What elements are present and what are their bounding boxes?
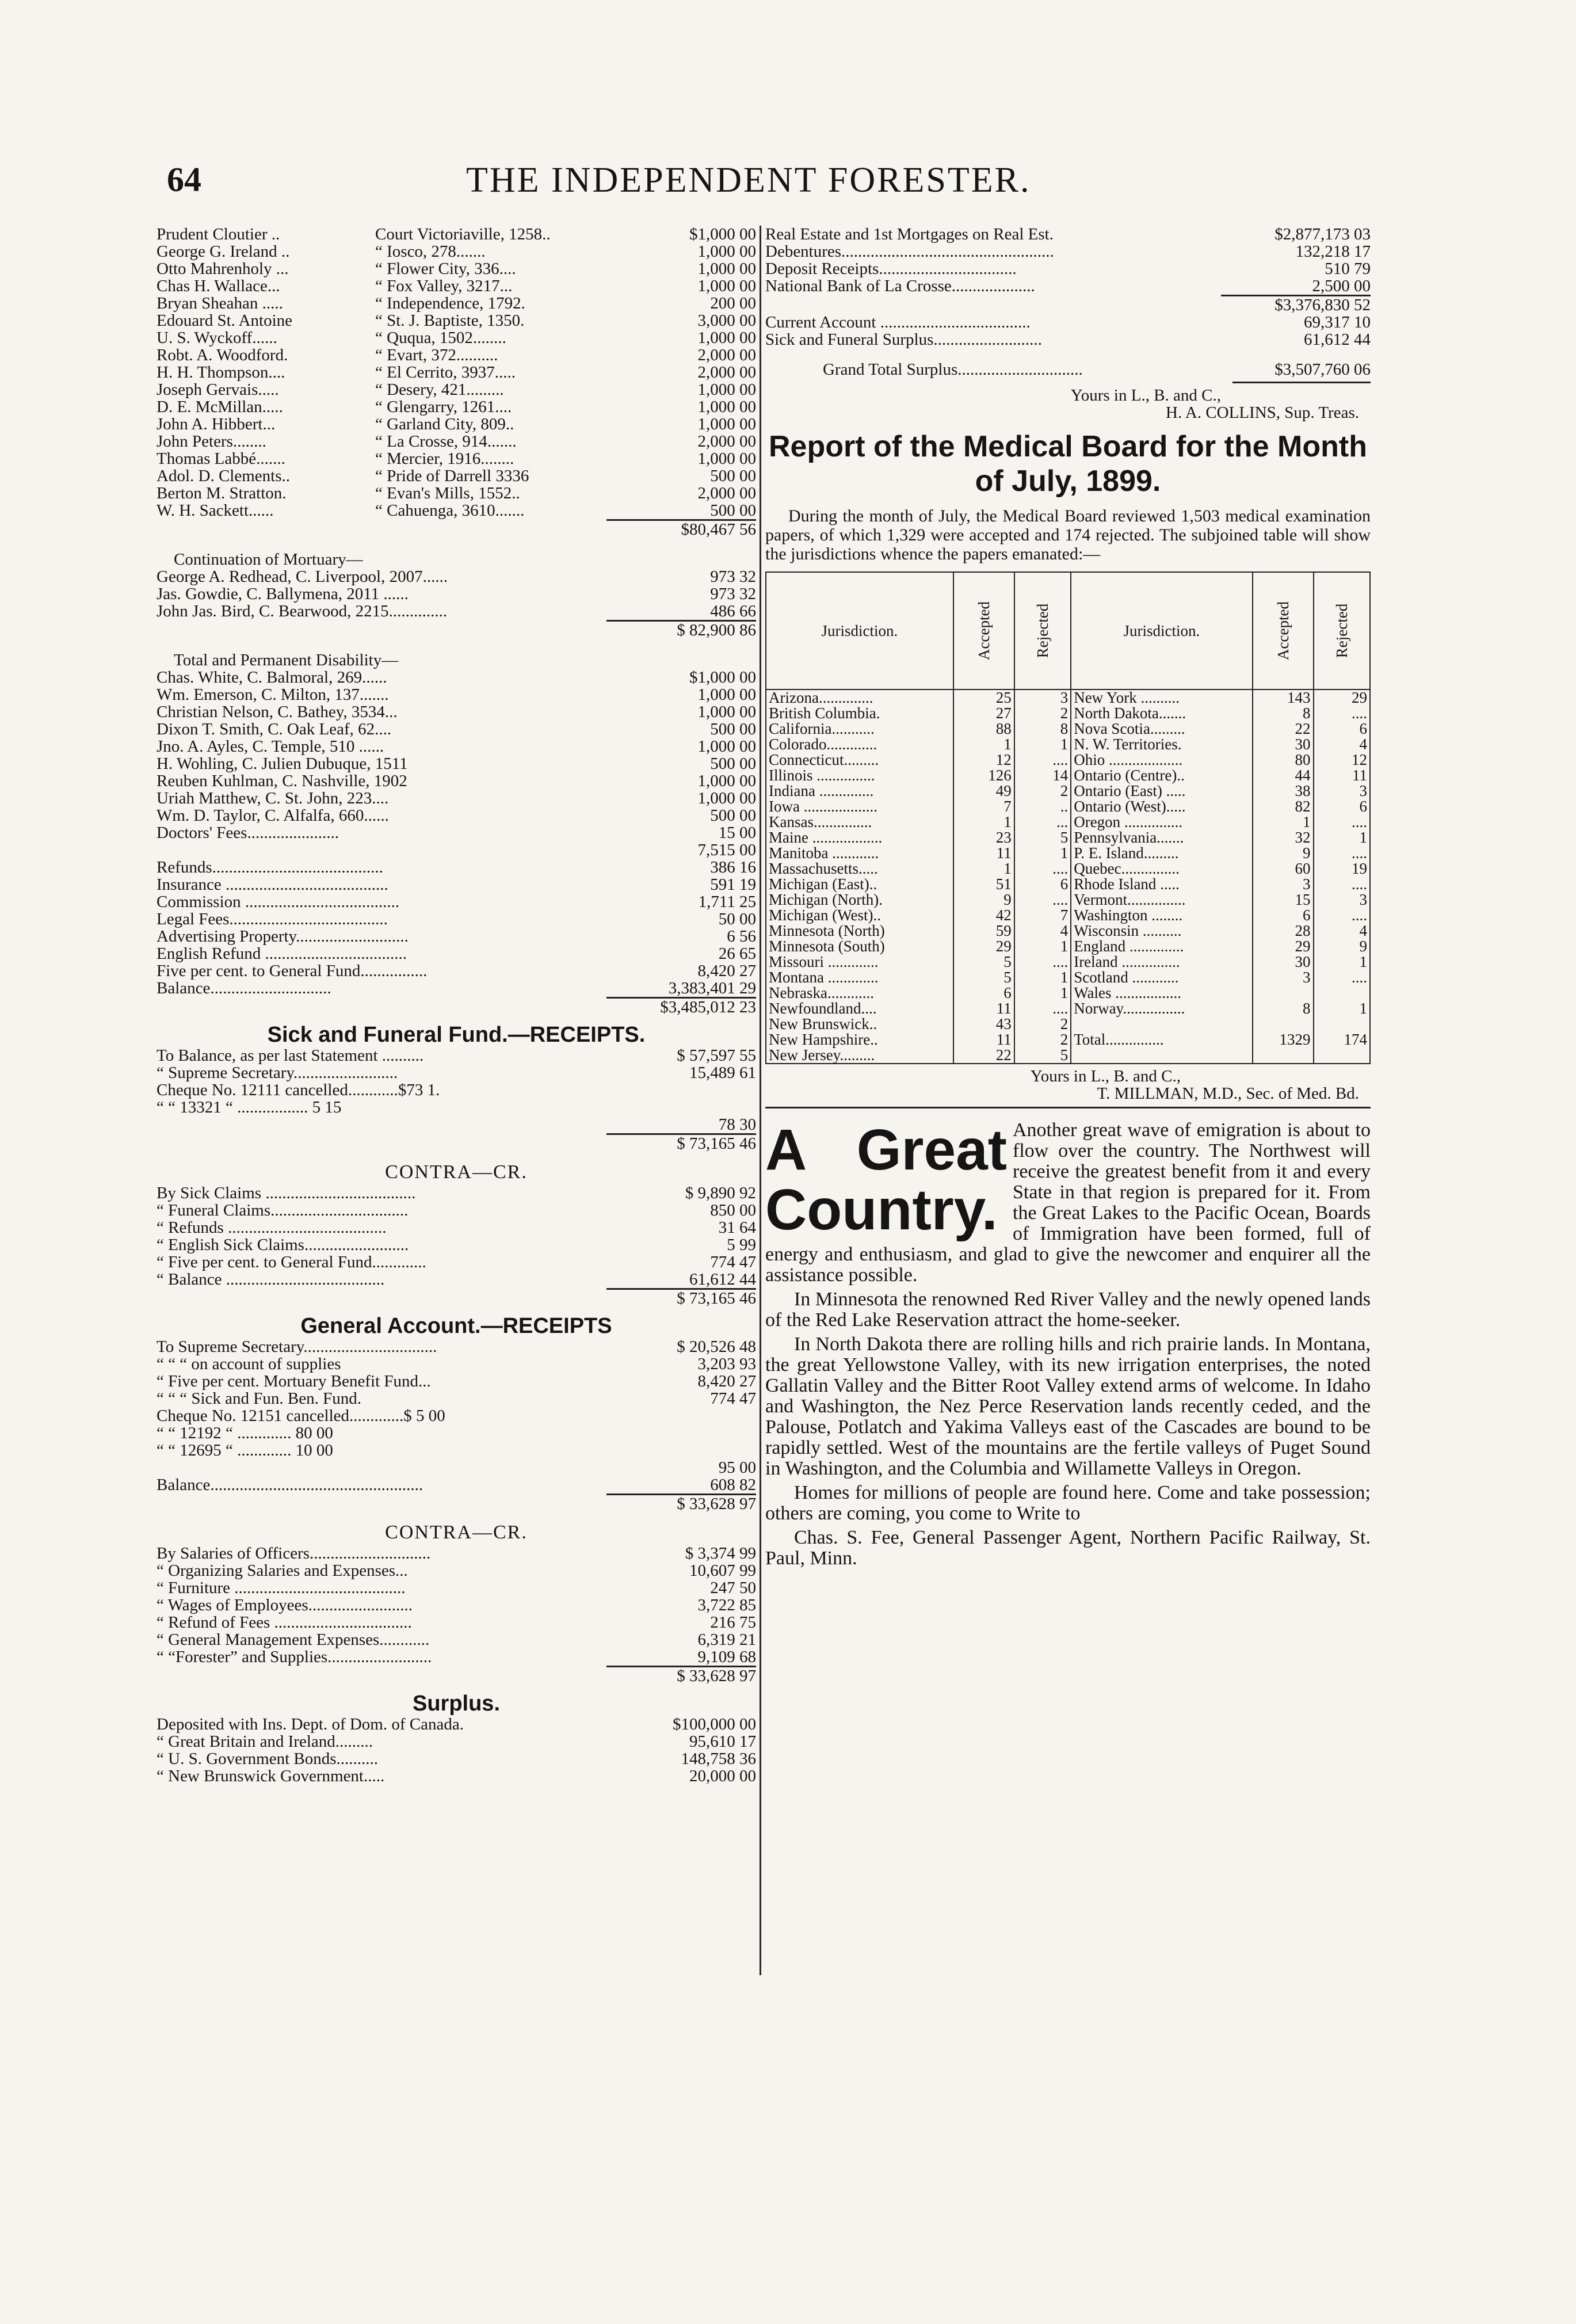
table-cell: Michigan (North).	[766, 892, 953, 908]
table-cell: Nova Scotia.........	[1071, 721, 1252, 737]
table-row	[766, 923, 1370, 939]
medical-intro: During the month of July, the Medical Board reviewed 1,503 medical examination papers, of which 1,329 were accepted and 174 rejected. The subjoined table will show the jurisdictions whence the papers emanated:—	[765, 506, 1371, 563]
table-row	[766, 970, 1370, 985]
ledger-row: “ Organizing Salaries and Expenses... 10,607 99	[157, 1562, 756, 1579]
table-cell: Arizona..............	[766, 689, 953, 706]
table-row	[766, 1032, 1370, 1047]
table-cell: ....	[1314, 908, 1370, 923]
table-cell	[1314, 1047, 1370, 1064]
table-cell: Ontario (Centre)..	[1071, 768, 1252, 783]
disability-list	[157, 669, 756, 841]
table-cell: 3	[1314, 783, 1370, 799]
ledger-row: Deposit Receipts................................. 510 79	[765, 260, 1371, 277]
table-cell: ....	[1014, 861, 1071, 877]
table-cell: Ontario (East) .....	[1071, 783, 1252, 799]
table-cell: 29	[1253, 939, 1314, 954]
table-cell: 9	[1314, 939, 1370, 954]
table-cell: 51	[953, 877, 1014, 892]
ledger-row: Jno. A. Ayles, C. Temple, 510 ...... 1,000 00	[157, 738, 756, 755]
table-cell: 4	[1314, 737, 1370, 752]
table-cell: 19	[1314, 861, 1370, 877]
table-cell: 59	[953, 923, 1014, 939]
table-cell: 88	[953, 721, 1014, 737]
ad-paragraph: Another great wave of emigration is about to flow over the country. The Northwest will receive the greatest benefit from it and every State in that region is prepared for it. From the Great Lakes to the Pacific Ocean, Boards of Immigration have been formed, full of energy and enthusiasm, and glad to give the newcomer and enquirer all the assistance possible.	[765, 1119, 1371, 1286]
table-cell: Indiana ..............	[766, 783, 953, 799]
table-cell: 27	[953, 706, 1014, 721]
disability-title: Total and Permanent Disability—	[174, 651, 399, 669]
disability-total: 7,515 00	[697, 841, 756, 859]
table-row	[766, 892, 1370, 908]
ledger-row: “ Refunds ...................................... 31 64	[157, 1219, 756, 1236]
table-cell: 1	[1014, 970, 1071, 985]
ad-paragraph: Chas. S. Fee, General Passenger Agent, Northern Pacific Railway, St. Paul, Minn.	[765, 1527, 1371, 1569]
table-cell: ....	[1014, 752, 1071, 768]
table-cell: Newfoundland....	[766, 1001, 953, 1016]
table-cell: 5	[953, 970, 1014, 985]
ledger-row: U. S. Wyckoff...... “ Ququa, 1502........ 1,000 00	[157, 329, 756, 346]
table-cell: 6	[1314, 721, 1370, 737]
ledger-row: Five per cent. to General Fund................ 8,420 27	[157, 962, 756, 980]
table-cell: Scotland ............	[1071, 970, 1252, 985]
ledger-row: Real Estate and 1st Mortgages on Real Est. $2,877,173 03	[765, 226, 1371, 243]
sick-contra-list	[157, 1184, 756, 1288]
table-cell: Nebraska............	[766, 985, 953, 1001]
sick-contra-total: $ 73,165 46	[677, 1289, 756, 1308]
ledger-row: Joseph Gervais..... “ Desery, 421......... 1,000 00	[157, 381, 756, 398]
table-cell: 30	[1253, 954, 1314, 970]
table-row	[766, 830, 1370, 845]
great-country-ad	[765, 1120, 1371, 1569]
ad-paragraph: Homes for millions of people are found here. Come and take possession; others are coming, you come to Write to	[765, 1482, 1371, 1524]
table-cell: 2	[1014, 783, 1071, 799]
table-row	[766, 768, 1370, 783]
table-cell: 11	[1314, 768, 1370, 783]
table-cell: California...........	[766, 721, 953, 737]
table-cell: 4	[1314, 923, 1370, 939]
ledger-row: “ Refund of Fees ................................. 216 75	[157, 1614, 756, 1631]
table-cell: Montana .............	[766, 970, 953, 985]
table-cell	[1253, 1016, 1314, 1032]
ledger-row: “ “ “ Sick and Fun. Ben. Fund. 774 47	[157, 1390, 756, 1407]
ledger-row: Chas H. Wallace... “ Fox Valley, 3217... 1,000 00	[157, 277, 756, 295]
ledger-row: To Balance, as per last Statement .......... $ 57,597 55	[157, 1047, 756, 1064]
table-cell: 3	[1014, 689, 1071, 706]
general-balance: Balance................................................... 608 82	[157, 1476, 756, 1494]
ledger-row: “ “ 12192 “ ............. 80 00	[157, 1424, 333, 1442]
table-cell: 22	[1253, 721, 1314, 737]
ledger-row: Cheque No. 12151 cancelled.............$ 5 00	[157, 1407, 445, 1424]
general-subtotal: 95 00	[718, 1458, 756, 1477]
table-row	[766, 799, 1370, 814]
table-cell: 30	[1253, 737, 1314, 752]
treasurer-name: H. A. COLLINS, Sup. Treas.	[1166, 403, 1359, 422]
table-cell: New York ..........	[1071, 689, 1252, 706]
table-cell: 6	[1014, 877, 1071, 892]
table-cell	[1253, 985, 1314, 1001]
table-cell: 42	[953, 908, 1014, 923]
column-header-accepted: Accepted	[1253, 572, 1314, 689]
ledger-row: Balance............................. 3,383,401 29	[157, 980, 756, 997]
column-header-rejected: Rejected	[1014, 572, 1071, 689]
ad-paragraph: In North Dakota there are rolling hills and rich prairie lands. In Montana, the great Yellowstone Valley, with its new irrigation enterprises, the noted Gallatin Valley and the Bitter Root Valley extend arms of welcome. In Idaho and Washington, the Nez Perce Reservation lands recently ceded, and the Palouse, Potlatch and Yakima Valleys east of the Cascades are bound to be rapidly settled. West of the mountains are the fertile valleys of Puget Sound in Washington, and the Columbia and Willamette Valleys in Oregon.	[765, 1334, 1371, 1479]
ledger-row: D. E. McMillan..... “ Glengarry, 1261.... 1,000 00	[157, 398, 756, 416]
ledger-row: Prudent Cloutier .. Court Victoriaville, 1258.. $1,000 00	[157, 226, 756, 243]
table-row	[766, 861, 1370, 877]
table-cell: 3	[1314, 892, 1370, 908]
table-cell: 1	[953, 861, 1014, 877]
table-cell: 32	[1253, 830, 1314, 845]
sick-receipts-list	[157, 1047, 756, 1116]
table-cell: 14	[1014, 768, 1071, 783]
table-cell: 80	[1253, 752, 1314, 768]
ledger-row: Thomas Labbé....... “ Mercier, 1916........ 1,000 00	[157, 450, 756, 467]
surplus-list	[157, 1716, 756, 1785]
ledger-row: W. H. Sackett...... “ Cahuenga, 3610....... 500 00	[157, 502, 756, 519]
ledger-row: Reuben Kuhlman, C. Nashville, 1902 1,000 00	[157, 772, 756, 790]
table-cell: 6	[953, 985, 1014, 1001]
table-cell: 9	[1253, 845, 1314, 861]
table-cell: Wisconsin ..........	[1071, 923, 1252, 939]
table-row	[766, 783, 1370, 799]
table-cell: 3	[1253, 970, 1314, 985]
ledger-row: “ General Management Expenses............ 6,319 21	[157, 1631, 756, 1648]
table-cell: ....	[1314, 877, 1370, 892]
table-cell: 1	[1014, 845, 1071, 861]
ledger-row: “ “ 12695 “ ............. 10 00	[157, 1442, 333, 1459]
table-cell: Oregon ...............	[1071, 814, 1252, 830]
sick-fund-title: Sick and Funeral Fund.—RECEIPTS.	[267, 1023, 646, 1047]
page-header	[167, 160, 1392, 206]
table-cell: 1329	[1253, 1032, 1314, 1047]
medical-signoff: Yours in L., B. and C.,	[1030, 1067, 1181, 1085]
table-cell: 1	[1314, 954, 1370, 970]
table-cell: Iowa ...................	[766, 799, 953, 814]
table-cell: ....	[1314, 845, 1370, 861]
ledger-row: Otto Mahrenholy ... “ Flower City, 336.... 1,000 00	[157, 260, 756, 277]
ledger-row: John Jas. Bird, C. Bearwood, 2215.............. 486 66	[157, 603, 756, 620]
ledger-row: Dixon T. Smith, C. Oak Leaf, 62.... 500 00	[157, 721, 756, 738]
ledger-row: By Salaries of Officers............................. $ 3,374 99	[157, 1545, 756, 1562]
table-cell: Total...............	[1071, 1032, 1252, 1047]
grand-total: Grand Total Surplus.............................. $3,507,760 06	[823, 361, 1371, 378]
ledger-row: “ Wages of Employees......................... 3,722 85	[157, 1597, 756, 1614]
table-cell: P. E. Island.........	[1071, 845, 1252, 861]
table-cell: 44	[1253, 768, 1314, 783]
table-cell: 2	[1014, 706, 1071, 721]
ledger-row: Berton M. Stratton. “ Evan's Mills, 1552.. 2,000 00	[157, 485, 756, 502]
table-cell: Maine ..................	[766, 830, 953, 845]
table-cell: Missouri .............	[766, 954, 953, 970]
table-cell: Minnesota (South)	[766, 939, 953, 954]
ledger-row: “ “ “ on account of supplies 3,203 93	[157, 1355, 756, 1373]
ledger-row: “ Great Britain and Ireland......... 95,610 17	[157, 1733, 756, 1750]
table-cell: New Hampshire..	[766, 1032, 953, 1047]
sick-total: $ 73,165 46	[677, 1134, 756, 1153]
ledger-row: “ Funeral Claims................................. 850 00	[157, 1202, 756, 1219]
table-row	[766, 908, 1370, 923]
ledger-row: “ “Forester” and Supplies......................... 9,109 68	[157, 1648, 756, 1666]
ledger-row: Advertising Property........................... 6 56	[157, 928, 756, 945]
table-row	[766, 814, 1370, 830]
ledger-row: Sick and Funeral Surplus.......................... 61,612 44	[765, 331, 1371, 348]
journal-title: THE INDEPENDENT FORESTER.	[466, 161, 1031, 200]
table-cell: N. W. Territories.	[1071, 737, 1252, 752]
table-cell: New Brunswick..	[766, 1016, 953, 1032]
table-row	[766, 954, 1370, 970]
medical-signer: T. MILLMAN, M.D., Sec. of Med. Bd.	[1097, 1084, 1359, 1103]
general-total: $ 33,628 97	[677, 1495, 756, 1513]
table-cell: Michigan (West)..	[766, 908, 953, 923]
table-row	[766, 845, 1370, 861]
ledger-row: Uriah Matthew, C. St. John, 223.... 1,000 00	[157, 790, 756, 807]
table-cell: 1	[1253, 814, 1314, 830]
column-divider	[760, 226, 761, 1975]
column-header-jurisdiction: Jurisdiction.	[766, 572, 953, 689]
table-cell: Massachusetts.....	[766, 861, 953, 877]
table-cell: Manitoba ............	[766, 845, 953, 861]
table-cell: ....	[1014, 1001, 1071, 1016]
ledger-row: National Bank of La Crosse.................... 2,500 00	[765, 277, 1371, 295]
ledger-row: H. H. Thompson.... “ El Cerrito, 3937..... 2,000 00	[157, 364, 756, 381]
ledger-row: George A. Redhead, C. Liverpool, 2007...... 973 32	[157, 568, 756, 585]
table-cell: 29	[953, 939, 1014, 954]
continuation-total: $ 82,900 86	[677, 621, 756, 639]
table-cell: 8	[1253, 1001, 1314, 1016]
table-cell: 28	[1253, 923, 1314, 939]
table-row	[766, 877, 1370, 892]
ledger-row: “ Balance ...................................... 61,612 44	[157, 1271, 756, 1288]
table-cell: ....	[1314, 970, 1370, 985]
general-receipts-list	[157, 1338, 756, 1459]
table-cell: 1	[1014, 939, 1071, 954]
table-cell	[1253, 1047, 1314, 1064]
table-cell: 1	[1014, 985, 1071, 1001]
table-cell: 2	[1014, 1032, 1071, 1047]
ledger-row: Refunds......................................... 386 16	[157, 859, 756, 876]
continuation-list	[157, 568, 756, 620]
misc-list	[157, 859, 756, 997]
contra-heading: CONTRA—CR.	[385, 1161, 528, 1183]
ledger-row: Adol. D. Clements.. “ Pride of Darrell 3336 500 00	[157, 467, 756, 485]
ledger-row: George G. Ireland .. “ Iosco, 278....... 1,000 00	[157, 243, 756, 260]
table-cell: 12	[953, 752, 1014, 768]
ledger-row: “ U. S. Government Bonds.......... 148,758 36	[157, 1750, 756, 1767]
table-cell: ....	[1314, 814, 1370, 830]
table-cell: 23	[953, 830, 1014, 845]
table-cell: 8	[1014, 721, 1071, 737]
mortuary-total: $80,467 56	[681, 520, 756, 539]
table-cell: 5	[1014, 1047, 1071, 1064]
column-header-accepted: Accepted	[953, 572, 1014, 689]
table-row	[766, 721, 1370, 737]
table-cell: Illinois ...............	[766, 768, 953, 783]
table-cell: Minnesota (North)	[766, 923, 953, 939]
table-cell: ....	[1014, 954, 1071, 970]
table-cell: ...	[1014, 814, 1071, 830]
general-contra-list	[157, 1545, 756, 1666]
table-cell: 8	[1253, 706, 1314, 721]
ledger-row: “ Five per cent. Mortuary Benefit Fund... 8,420 27	[157, 1373, 756, 1390]
misc-total: $3,485,012 23	[660, 998, 756, 1016]
ledger-row: Edouard St. Antoine “ St. J. Baptiste, 1350. 3,000 00	[157, 312, 756, 329]
table-cell: Ireland ...............	[1071, 954, 1252, 970]
ledger-row: Christian Nelson, C. Bathey, 3534... 1,000 00	[157, 703, 756, 721]
table-cell: ..	[1014, 799, 1071, 814]
table-cell: ....	[1314, 706, 1370, 721]
table-cell: 174	[1314, 1032, 1370, 1047]
table-row	[766, 752, 1370, 768]
table-row	[766, 1001, 1370, 1016]
table-cell: Vermont...............	[1071, 892, 1252, 908]
ledger-row: John A. Hibbert... “ Garland City, 809.. 1,000 00	[157, 416, 756, 433]
table-cell: 49	[953, 783, 1014, 799]
table-cell: Colorado.............	[766, 737, 953, 752]
medical-report-title: Report of the Medical Board for the Month of July, 1899.	[769, 430, 1367, 498]
ledger-row: “ New Brunswick Government..... 20,000 00	[157, 1767, 756, 1785]
ledger-row: Wm. Emerson, C. Milton, 137....... 1,000 00	[157, 686, 756, 703]
ledger-row: Jas. Gowdie, C. Ballymena, 2011 ...... 973 32	[157, 585, 756, 603]
table-row	[766, 1016, 1370, 1032]
ledger-row: Current Account .................................... 69,317 10	[765, 314, 1371, 331]
ledger-row: To Supreme Secretary................................ $ 20,526 48	[157, 1338, 756, 1355]
ad-paragraph: In Minnesota the renowned Red River Valley and the newly opened lands of the Red Lake Reservation attract the home-seeker.	[765, 1289, 1371, 1331]
left-column	[157, 226, 756, 1785]
table-cell	[1314, 985, 1370, 1001]
table-cell: 43	[953, 1016, 1014, 1032]
ledger-row: Deposited with Ins. Dept. of Dom. of Canada. $100,000 00	[157, 1716, 756, 1733]
table-cell: 1	[1014, 737, 1071, 752]
table-row	[766, 706, 1370, 721]
ledger-row: “ English Sick Claims......................... 5 99	[157, 1236, 756, 1254]
table-cell: 5	[1014, 830, 1071, 845]
table-cell: Michigan (East)..	[766, 877, 953, 892]
table-cell: 6	[1314, 799, 1370, 814]
table-cell: 82	[1253, 799, 1314, 814]
treasurer-signoff: Yours in L., B. and C.,	[1070, 386, 1221, 405]
table-cell: Ohio ...................	[1071, 752, 1252, 768]
ledger-row: Cheque No. 12111 cancelled............$73 1.	[157, 1081, 440, 1099]
table-cell: 25	[953, 689, 1014, 706]
table-row	[766, 689, 1370, 706]
table-cell: England ..............	[1071, 939, 1252, 954]
table-cell: New Jersey.........	[766, 1047, 953, 1064]
table-cell: 1	[1314, 1001, 1370, 1016]
table-cell: 1	[1314, 830, 1370, 845]
contra-heading: CONTRA—CR.	[385, 1522, 528, 1543]
table-row	[766, 1047, 1370, 1064]
ledger-row: H. Wohling, C. Julien Dubuque, 1511 500 00	[157, 755, 756, 772]
table-cell: 126	[953, 768, 1014, 783]
table-cell: 29	[1314, 689, 1370, 706]
ledger-row: Commission ..................................... 1,711 25	[157, 893, 756, 910]
table-cell: Kansas...............	[766, 814, 953, 830]
ledger-row: “ Supreme Secretary......................... 15,489 61	[157, 1064, 756, 1081]
table-cell: Wales .................	[1071, 985, 1252, 1001]
table-cell: 3	[1253, 877, 1314, 892]
surplus-title: Surplus.	[412, 1691, 501, 1716]
surplus-continued-list	[765, 226, 1371, 295]
ad-heading: A Great Country.	[765, 1118, 1007, 1242]
table-cell	[1314, 1016, 1370, 1032]
table-cell: 60	[1253, 861, 1314, 877]
table-cell: 1	[953, 737, 1014, 752]
table-cell: ....	[1014, 892, 1071, 908]
jurisdiction-table	[765, 572, 1371, 1064]
table-cell: Rhode Island .....	[1071, 877, 1252, 892]
ledger-row: John Peters........ “ La Crosse, 914....... 2,000 00	[157, 433, 756, 450]
rule	[1232, 382, 1371, 383]
table-cell: 9	[953, 892, 1014, 908]
table-cell: 4	[1014, 923, 1071, 939]
table-cell: Pennsylvania.......	[1071, 830, 1252, 845]
ledger-row: Legal Fees...................................... 50 00	[157, 910, 756, 928]
ledger-row: Doctors' Fees...................... 15 00	[157, 824, 756, 841]
table-cell: North Dakota.......	[1071, 706, 1252, 721]
ledger-row: Wm. D. Taylor, C. Alfalfa, 660...... 500 00	[157, 807, 756, 824]
ledger-row: Bryan Sheahan ..... “ Independence, 1792. 200 00	[157, 295, 756, 312]
table-cell: 15	[1253, 892, 1314, 908]
ledger-row: English Refund .................................. 26 65	[157, 945, 756, 962]
table-cell	[1071, 1016, 1252, 1032]
table-cell: 11	[953, 1032, 1014, 1047]
table-cell: 2	[1014, 1016, 1071, 1032]
ledger-row: Debentures................................................... 132,218 17	[765, 243, 1371, 260]
ledger-row: “ Five per cent. to General Fund............. 774 47	[157, 1254, 756, 1271]
ledger-row: Insurance ....................................... 591 19	[157, 876, 756, 893]
table-cell: 38	[1253, 783, 1314, 799]
ledger-row: By Sick Claims .................................... $ 9,890 92	[157, 1184, 756, 1202]
table-cell: Norway................	[1071, 1001, 1252, 1016]
table-row	[766, 985, 1370, 1001]
surplus-current-list	[765, 314, 1371, 348]
table-cell: 5	[953, 954, 1014, 970]
ledger-row: “ Furniture ......................................... 247 50	[157, 1579, 756, 1597]
right-column	[765, 226, 1371, 1572]
table-cell: 7	[953, 799, 1014, 814]
table-cell: Washington ........	[1071, 908, 1252, 923]
table-cell: British Columbia.	[766, 706, 953, 721]
table-cell: 6	[1253, 908, 1314, 923]
table-cell: 7	[1014, 908, 1071, 923]
continuation-title: Continuation of Mortuary—	[174, 550, 363, 569]
table-cell: 11	[953, 1001, 1014, 1016]
mortuary-list	[157, 226, 756, 519]
surplus-subtotal: $3,376,830 52	[1274, 296, 1371, 314]
table-cell: Ontario (West).....	[1071, 799, 1252, 814]
ledger-row: “ “ 13321 “ ................. 5 15	[157, 1099, 342, 1116]
table-cell	[1071, 1047, 1252, 1064]
ledger-row: Chas. White, C. Balmoral, 269...... $1,000 00	[157, 669, 756, 686]
table-row	[766, 737, 1370, 752]
column-header-jurisdiction: Jurisdiction.	[1071, 572, 1252, 689]
sick-subtotal: 78 30	[718, 1115, 756, 1134]
general-contra-total: $ 33,628 97	[677, 1667, 756, 1685]
table-cell: 12	[1314, 752, 1370, 768]
page-number: 64	[167, 161, 201, 199]
table-cell: 11	[953, 845, 1014, 861]
general-account-title: General Account.—RECEIPTS	[300, 1314, 612, 1338]
table-cell: 1	[953, 814, 1014, 830]
table-cell: 143	[1253, 689, 1314, 706]
table-cell: Connecticut.........	[766, 752, 953, 768]
table-row	[766, 939, 1370, 954]
ledger-row: Robt. A. Woodford. “ Evart, 372.......... 2,000 00	[157, 346, 756, 364]
column-header-rejected: Rejected	[1314, 572, 1370, 689]
table-cell: 22	[953, 1047, 1014, 1064]
table-cell: Quebec...............	[1071, 861, 1252, 877]
